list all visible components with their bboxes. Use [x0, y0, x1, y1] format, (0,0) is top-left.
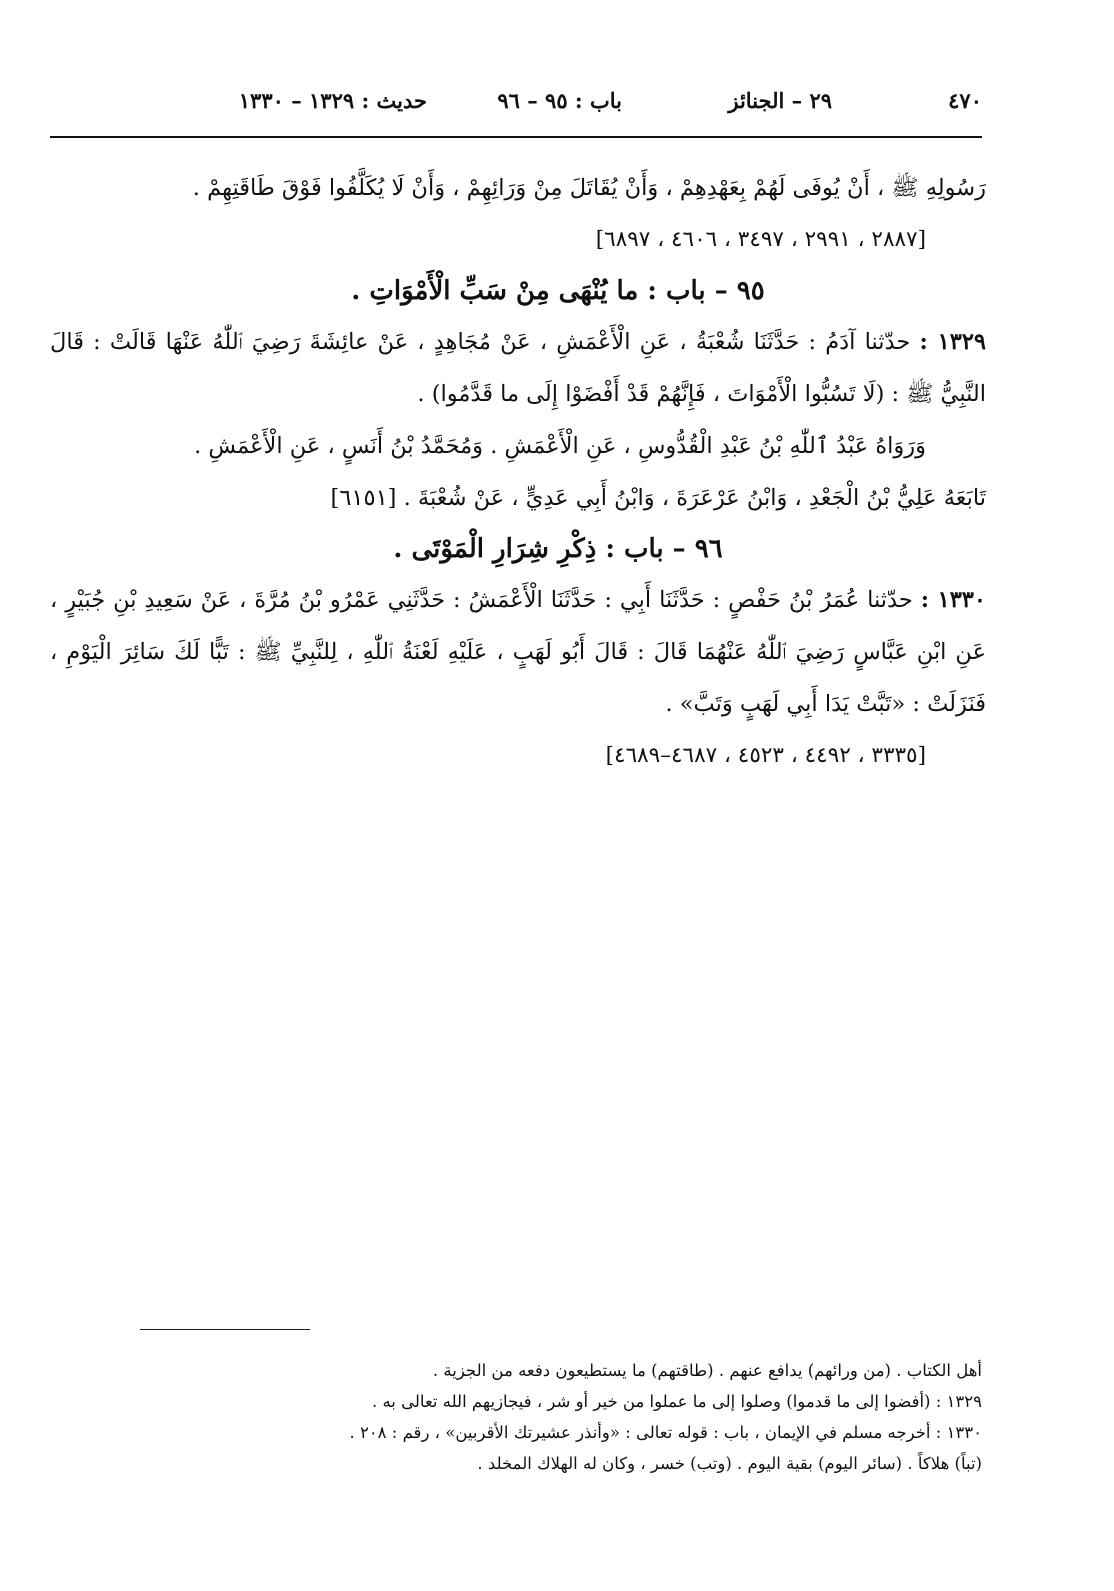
footnote-line: (تباً) هلاكاً . (سائر اليوم) بقية اليوم . (وتب) خسر ، وكان له الهلاك المخلد . — [477, 1454, 982, 1473]
footnote-divider — [140, 1329, 310, 1330]
chapter-95-title: ٩٥ – باب : ما يُنْهَى مِنْ سَبِّ الْأَمْوَاتِ . — [351, 276, 765, 306]
footnote-line: ١٣٣٠ : أخرجه مسلم في الإيمان ، باب : قوله تعالى : «وأنذر عشيرتك الأقربين» ، رقم : ٢٠٨ . — [349, 1423, 982, 1442]
footnotes — [140, 1355, 982, 1479]
footnote-line: ١٣٢٩ : (أفضوا إلى ما قدموا) وصلوا إلى ما عملوا من خير أو شر ، فيجازيهم الله تعالى به . — [371, 1392, 982, 1411]
running-header — [50, 82, 982, 122]
hadith-range: حديث : ١٣٢٩ – ١٣٣٠ — [238, 88, 427, 113]
book-title: ٢٩ – الجنائز — [728, 88, 832, 113]
hadith-text: حدّثنا آدَمُ : حَدَّثَنَا شُعْبَةُ ، عَنِ الْأَعْمَشِ ، عَنْ مُجَاهِدٍ ، عَنْ عائِشَةَ رَضِيَ ٱللّٰهُ عَنْهَا قَالَتْ : قَالَ النَّبِيُّ ﷺ : (لَا تَسُبُّوا الْأَمْوَاتَ ، فَإِنَّهُمْ قَدْ أَفْضَوْا إِلَى ما قَدَّمُوا) . — [50, 329, 986, 407]
footnote-line: أهل الكتاب . (من ورائهم) يدافع عنهم . (طاقتهم) ما يستطيعون دفعه من الجزية . — [432, 1361, 982, 1380]
continued-text: رَسُولِهِ ﷺ ، أَنْ يُوفَى لَهُمْ بِعَهْدِهِمْ ، وَأَنْ يُقَاتَلَ مِنْ وَرَائِهِمْ ، وَأَنْ لَا يُكَلَّفُوا فَوْقَ طَاقَتِهِمْ . — [192, 175, 986, 201]
cross-references: [٣٣٣٥ ، ٤٤٩٢ ، ٤٥٢٣ ، ٤٦٨٧–٤٦٨٩] — [605, 743, 926, 768]
mutabaa-note: تَابَعَهُ عَلِيُّ بْنُ الْجَعْدِ ، وَابْنُ عَرْعَرَةَ ، وَابْنُ أَبِي عَدِيٍّ ، عَنْ شُعْبَةَ . [٦١٥١] — [330, 485, 986, 511]
hadith-text: حدّثنا عُمَرُ بْنُ حَفْصٍ : حَدَّثَنَا أَبِي : حَدَّثَنَا الْأَعْمَشُ : حَدَّثَنِي عَمْرُو بْنُ مُرَّةَ ، عَنْ سَعِيدِ بْنِ جُبَيْرٍ ، عَنِ ابْنِ عَبَّاسٍ رَضِيَ ٱللّٰهُ عَنْهُمَا قَالَ : قَالَ أَبُو لَهَبٍ ، عَلَيْهِ لَعْنَةُ ٱللّٰهِ ، لِلنَّبِيِّ ﷺ : تَبًّا لَكَ سَائِرَ الْيَوْمِ ، فَنَزَلَتْ : «تَبَّتْ يَدَا أَبِي لَهَبٍ وَتَبَّ» . — [50, 587, 986, 717]
hadith-number: ١٣٣٠ : — [920, 587, 986, 613]
main-text — [50, 162, 986, 782]
hadith-number: ١٣٢٩ : — [919, 329, 986, 355]
page-number: ٤٧٠ — [948, 88, 982, 113]
hadith-1329 — [50, 316, 986, 420]
chapter-range: باب : ٩٥ – ٩٦ — [497, 88, 622, 113]
chapter-96-title: ٩٦ – باب : ذِكْرِ شِرَارِ الْمَوْتَى . — [393, 534, 723, 564]
cross-references: [٢٨٨٧ ، ٢٩٩١ ، ٣٤٩٧ ، ٤٦٠٦ ، ٦٨٩٧] — [595, 227, 926, 252]
hadith-1330 — [50, 574, 986, 730]
riwaya-note: وَرَوَاهُ عَبْدُ ٱللّٰهِ بْنُ عَبْدِ الْقُدُّوسِ ، عَنِ الْأَعْمَشِ . وَمُحَمَّدُ بْنُ أَنَسٍ ، عَنِ الْأَعْمَشِ . — [194, 433, 926, 459]
header-divider — [50, 136, 982, 138]
